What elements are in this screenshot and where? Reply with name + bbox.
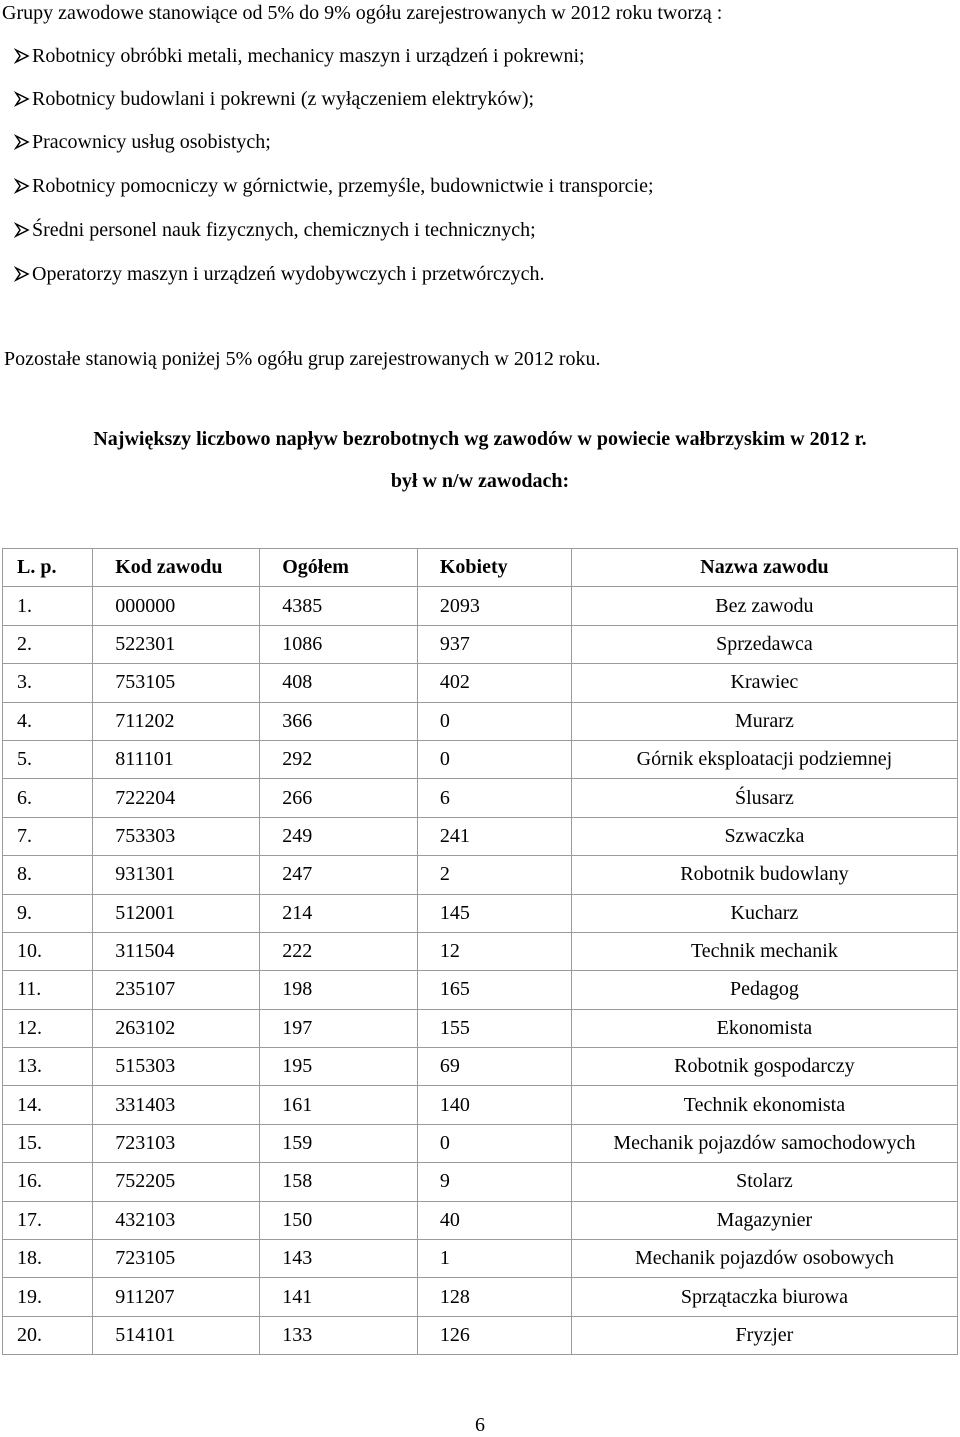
bullet-text: Pracownicy usług osobistych; [32,131,271,153]
women-count: 1 [417,1240,571,1278]
bullet-text: Średni personel nauk fizycznych, chemicznych i technicznych; [32,219,536,241]
table-row [3,1163,958,1201]
header-code: Kod zawodu [93,549,260,587]
table-row [3,856,958,894]
occupation-code: 753105 [93,664,260,702]
total-count: 143 [260,1240,418,1278]
occupation-code: 311504 [93,932,260,970]
row-number: 10. [3,932,93,970]
women-count: 165 [417,971,571,1009]
table-heading-line1: Największy liczbowo napływ bezrobotnych wg zawodów w powiecie wałbrzyskim w 2012 r. [93,428,867,450]
total-count: 249 [260,817,418,855]
women-count: 937 [417,625,571,663]
row-number: 9. [3,894,93,932]
row-number: 16. [3,1163,93,1201]
women-count: 0 [417,1124,571,1162]
occupation-name: Technik ekonomista [571,1086,957,1124]
occupation-name: Ekonomista [571,1009,957,1047]
occupation-name: Stolarz [571,1163,957,1201]
arrow-bullet-icon [14,134,30,150]
occupation-code: 512001 [93,894,260,932]
total-count: 266 [260,779,418,817]
occupation-code: 235107 [93,971,260,1009]
table-row [3,932,958,970]
occupation-name: Szwaczka [571,817,957,855]
row-number: 11. [3,971,93,1009]
occupation-code: 515303 [93,1048,260,1086]
women-count: 0 [417,740,571,778]
occupation-code: 752205 [93,1163,260,1201]
row-number: 7. [3,817,93,855]
occupation-code: 000000 [93,587,260,625]
table-row [3,1240,958,1278]
header-lp: L. p. [3,549,93,587]
bullet-item [14,219,536,241]
bullet-text: Robotnicy obróbki metali, mechanicy maszyn i urządzeń i pokrewni; [32,45,585,67]
table-row [3,1124,958,1162]
women-count: 9 [417,1163,571,1201]
table-row [3,1086,958,1124]
occupation-name: Sprzątaczka biurowa [571,1278,957,1316]
table-row [3,625,958,663]
bullet-item [14,88,534,110]
row-number: 12. [3,1009,93,1047]
row-number: 15. [3,1124,93,1162]
women-count: 6 [417,779,571,817]
occupation-name: Pedagog [571,971,957,1009]
occupation-code: 432103 [93,1201,260,1239]
arrow-bullet-icon [14,91,30,107]
remaining-text: Pozostałe stanowią poniżej 5% ogółu grup zarejestrowanych w 2012 roku. [4,348,601,370]
occupation-name: Robotnik gospodarczy [571,1048,957,1086]
row-number: 20. [3,1316,93,1354]
occupation-name: Ślusarz [571,779,957,817]
table-row [3,971,958,1009]
arrow-bullet-icon [14,222,30,238]
table-row [3,894,958,932]
total-count: 366 [260,702,418,740]
total-count: 159 [260,1124,418,1162]
occupation-code: 514101 [93,1316,260,1354]
occupation-name: Krawiec [571,664,957,702]
women-count: 155 [417,1009,571,1047]
women-count: 2 [417,856,571,894]
occupation-code: 811101 [93,740,260,778]
header-name: Nazwa zawodu [571,549,957,587]
total-count: 141 [260,1278,418,1316]
occupation-name: Mechanik pojazdów samochodowych [571,1124,957,1162]
occupation-code: 711202 [93,702,260,740]
women-count: 140 [417,1086,571,1124]
occupation-name: Kucharz [571,894,957,932]
occupation-code: 723103 [93,1124,260,1162]
occupation-code: 753303 [93,817,260,855]
total-count: 158 [260,1163,418,1201]
occupations-table [2,548,958,1355]
women-count: 402 [417,664,571,702]
row-number: 1. [3,587,93,625]
row-number: 18. [3,1240,93,1278]
row-number: 13. [3,1048,93,1086]
occupation-code: 722204 [93,779,260,817]
occupation-name: Sprzedawca [571,625,957,663]
occupation-code: 931301 [93,856,260,894]
bullet-text: Operatorzy maszyn i urządzeń wydobywczych i przetwórczych. [32,263,545,285]
page-number: 6 [475,1414,485,1436]
table-body [3,587,958,1355]
row-number: 17. [3,1201,93,1239]
row-number: 14. [3,1086,93,1124]
table-row [3,740,958,778]
occupation-code: 723105 [93,1240,260,1278]
table-row [3,1048,958,1086]
total-count: 4385 [260,587,418,625]
women-count: 128 [417,1278,571,1316]
total-count: 161 [260,1086,418,1124]
occupation-name: Mechanik pojazdów osobowych [571,1240,957,1278]
table-row [3,1201,958,1239]
women-count: 145 [417,894,571,932]
table-row [3,587,958,625]
arrow-bullet-icon [14,266,30,282]
table-heading-line2: był w n/w zawodach: [390,470,570,492]
occupation-name: Górnik eksploatacji podziemnej [571,740,957,778]
intro-text: Grupy zawodowe stanowiące od 5% do 9% ogółu zarejestrowanych w 2012 roku tworzą : [2,2,723,24]
occupation-code: 522301 [93,625,260,663]
row-number: 8. [3,856,93,894]
header-women: Kobiety [417,549,571,587]
bullet-item [14,45,585,67]
row-number: 2. [3,625,93,663]
women-count: 2093 [417,587,571,625]
table-header-row [3,549,958,587]
table-row [3,1278,958,1316]
women-count: 0 [417,702,571,740]
total-count: 222 [260,932,418,970]
table-row [3,817,958,855]
arrow-bullet-icon [14,48,30,64]
occupation-name: Magazynier [571,1201,957,1239]
women-count: 69 [417,1048,571,1086]
occupation-code: 263102 [93,1009,260,1047]
row-number: 6. [3,779,93,817]
total-count: 195 [260,1048,418,1086]
occupation-code: 331403 [93,1086,260,1124]
total-count: 197 [260,1009,418,1047]
bullet-text: Robotnicy pomocniczy w górnictwie, przemyśle, budownictwie i transporcie; [32,175,654,197]
total-count: 1086 [260,625,418,663]
total-count: 150 [260,1201,418,1239]
arrow-bullet-icon [14,178,30,194]
total-count: 133 [260,1316,418,1354]
women-count: 12 [417,932,571,970]
women-count: 40 [417,1201,571,1239]
bullet-text: Robotnicy budowlani i pokrewni (z wyłączeniem elektryków); [32,88,535,110]
row-number: 19. [3,1278,93,1316]
occupation-name: Bez zawodu [571,587,957,625]
header-total: Ogółem [260,549,418,587]
total-count: 198 [260,971,418,1009]
occupation-code: 911207 [93,1278,260,1316]
bullet-item [14,175,654,197]
bullet-item [14,263,545,285]
table-row [3,702,958,740]
women-count: 126 [417,1316,571,1354]
row-number: 3. [3,664,93,702]
row-number: 4. [3,702,93,740]
occupation-name: Robotnik budowlany [571,856,957,894]
total-count: 292 [260,740,418,778]
occupation-name: Technik mechanik [571,932,957,970]
table-row [3,1009,958,1047]
table-row [3,664,958,702]
total-count: 247 [260,856,418,894]
bullet-item [14,131,271,153]
total-count: 214 [260,894,418,932]
table-row [3,1316,958,1354]
total-count: 408 [260,664,418,702]
table-row [3,779,958,817]
occupation-name: Murarz [571,702,957,740]
women-count: 241 [417,817,571,855]
occupation-name: Fryzjer [571,1316,957,1354]
row-number: 5. [3,740,93,778]
